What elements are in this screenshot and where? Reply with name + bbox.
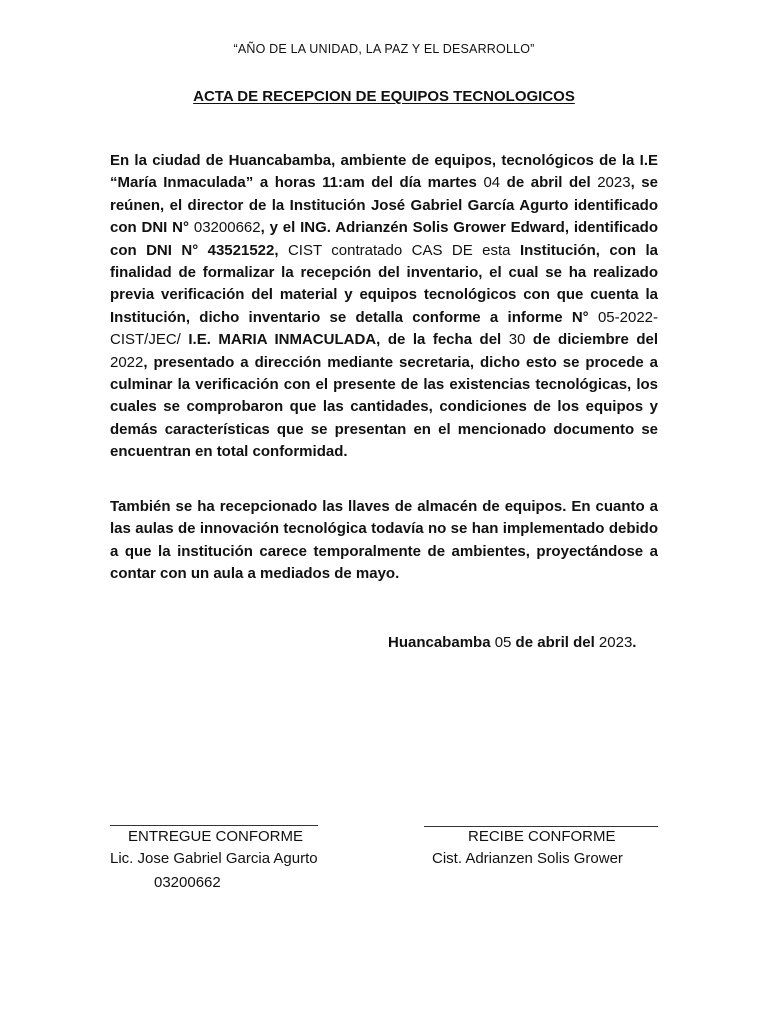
body-paragraph-2: También se ha recepcionado las llaves de almacén de equipos. En cuanto a las aulas de innovación tecnológica todavía no se han implementado debido a que la institución carece temporalmente de ambientes, proyectándose a contar con un aula a mediados de mayo. bbox=[110, 498, 658, 583]
right-signature-line bbox=[424, 826, 658, 827]
paragraph-1-report-year: 2022 bbox=[110, 353, 144, 371]
paragraph-1-director-dni: 03200662 bbox=[193, 219, 261, 237]
paragraph-1-text-b: de abril del bbox=[500, 174, 598, 192]
paragraph-1-text-d: , y el ING. Adrianzén Solis Grower Edward, identificado con DNI N° 43521522, bbox=[110, 219, 658, 259]
paragraph-1-year: 2023 bbox=[597, 174, 631, 192]
paragraph-1-day-number: 04 bbox=[483, 174, 501, 192]
paragraph-1-cas-text: CIST contratado CAS DE esta bbox=[287, 241, 511, 259]
place-date-month: de abril del bbox=[511, 634, 599, 651]
place-date-city: Huancabamba bbox=[388, 634, 495, 651]
paragraph-1-report-day: 30 bbox=[508, 331, 526, 349]
paragraph-1-report-number: 05-2022-CIST/JEC/ bbox=[110, 308, 658, 349]
paragraph-1-text-g: de diciembre del bbox=[525, 331, 658, 349]
place-date-period: . bbox=[632, 634, 637, 651]
paragraph-1-text-a: En la ciudad de Huancabamba, ambiente de equipos, tecnológicos de la I.E “María Inmaculada” a horas 11:am del día martes bbox=[110, 152, 658, 192]
document-title: ACTA DE RECEPCION DE EQUIPOS TECNOLOGICOS bbox=[193, 88, 575, 105]
left-signature-line bbox=[110, 825, 318, 826]
place-date-year: 2023 bbox=[598, 634, 633, 651]
right-signature-label: RECIBE CONFORME bbox=[468, 828, 616, 845]
paragraph-1-text-c: , se reúnen, el director de la Institución José Gabriel García Agurto identificado con DNI N° bbox=[110, 174, 658, 237]
left-signature-label: ENTREGUE CONFORME bbox=[128, 828, 304, 845]
left-signatory-name: Lic. Jose Gabriel Garcia Agurto bbox=[110, 850, 318, 867]
paragraph-1-text-e: Institución, con la finalidad de formalizar la recepción del inventario, el cual se ha realizado previa verificación del material y equipos tecnológicos con que cuenta la Institución, dicho inventario se detalla conforme a informe N° bbox=[110, 241, 658, 326]
paragraph-1-text-f: I.E. MARIA INMACULADA, de la fecha del bbox=[180, 331, 509, 349]
place-and-date bbox=[388, 634, 636, 651]
paragraph-1-text-h: , presentado a dirección mediante secretaria, dicho esto se procede a culminar la verificación con el presente de las existencias tecnológicas, los cuales se comprobaron que las cantidades, condiciones de los equipos y demás características que se presentan en el mencionado documento se encuentran en total conformidad. bbox=[110, 353, 658, 461]
left-signatory-dni: 03200662 bbox=[154, 874, 221, 891]
right-signatory-name: Cist. Adrianzen Solis Grower bbox=[432, 850, 623, 867]
place-date-day: 05 bbox=[494, 634, 512, 651]
year-motto: “AÑO DE LA UNIDAD, LA PAZ Y EL DESARROLLO” bbox=[233, 42, 535, 56]
body-paragraph-1 bbox=[110, 150, 658, 464]
